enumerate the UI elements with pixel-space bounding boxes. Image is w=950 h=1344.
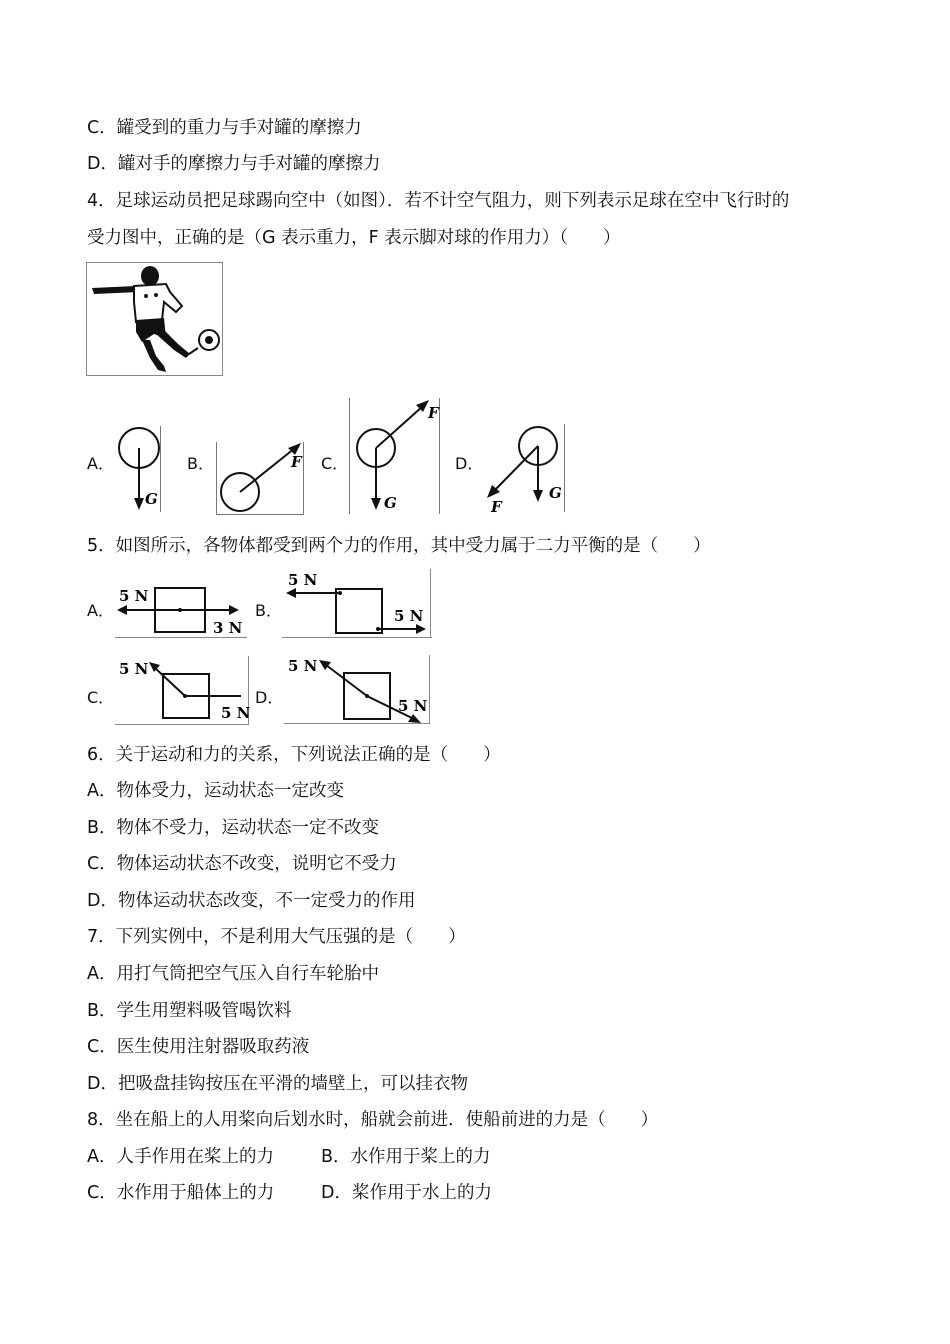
q5-a-left-force: 5 N: [119, 587, 149, 605]
q5-option-a-diagram: [115, 583, 247, 639]
q5-option-c-label: C．: [87, 688, 115, 707]
q7-stem: 7．下列实例中，不是利用大气压强的是（ ）: [87, 927, 466, 947]
q4-a-g-label: G: [145, 490, 158, 508]
q5-d-right-force: 5 N: [398, 697, 428, 715]
q5-option-d-label: D．: [255, 688, 284, 707]
q5-option-a-label: A．: [87, 601, 114, 620]
q8-option-c: C．水作用于船体上的力: [87, 1183, 275, 1203]
q6-option-c: C．物体运动状态不改变，说明它不受力: [87, 854, 397, 874]
q5-option-d-diagram: [284, 655, 432, 725]
q5-option-c-diagram: [115, 656, 251, 726]
q4-d-f-label: F: [491, 498, 502, 514]
q5-option-b-label: B．: [255, 601, 282, 620]
q6-option-b: B．物体不受力，运动状态一定不改变: [87, 818, 380, 838]
q5-c-right-force: 5 N: [221, 704, 251, 722]
q4-option-d-diagram: [483, 422, 567, 514]
q7-option-a: A．用打气筒把空气压入自行车轮胎中: [87, 964, 379, 984]
q8-option-b: B．水作用于桨上的力: [321, 1147, 491, 1167]
q5-b-left-force: 5 N: [288, 571, 318, 589]
q8-stem: 8．坐在船上的人用桨向后划水时，船就会前进．使船前进的力是（ ）: [87, 1110, 659, 1130]
q4-option-b-label: B．: [187, 454, 214, 473]
soccer-player-image: [86, 262, 224, 377]
q7-option-d: D．把吸盘挂钩按压在平滑的墙壁上，可以挂衣物: [87, 1074, 468, 1094]
q3-option-d: D．罐对手的摩擦力与手对罐的摩擦力: [87, 154, 381, 174]
q8-option-a: A．人手作用在桨上的力: [87, 1147, 274, 1167]
q5-option-b-diagram: [282, 569, 434, 639]
q5-c-left-force: 5 N: [119, 660, 149, 678]
q4-c-g-label: G: [384, 494, 397, 512]
q5-b-right-force: 5 N: [394, 607, 424, 625]
q4-option-b-diagram: [215, 440, 305, 516]
q5-a-right-force: 3 N: [213, 619, 243, 637]
q4-option-c-label: C．: [321, 454, 349, 473]
q7-option-c: C．医生使用注射器吸取药液: [87, 1037, 310, 1057]
q4-stem-line1: 4．足球运动员把足球踢向空中（如图）．若不计空气阻力，则下列表示足球在空中飞行时的: [87, 191, 790, 211]
q6-option-a: A．物体受力，运动状态一定改变: [87, 781, 344, 801]
q4-stem-line2: 受力图中，正确的是（G 表示重力，F 表示脚对球的作用力）（ ）: [87, 228, 621, 248]
q4-b-f-label: F: [291, 453, 302, 471]
q6-option-d: D．物体运动状态改变，不一定受力的作用: [87, 891, 416, 911]
q4-option-c-diagram: [348, 396, 442, 516]
q4-d-g-label: G: [549, 484, 562, 502]
q6-stem: 6．关于运动和力的关系，下列说法正确的是（ ）: [87, 745, 501, 765]
q4-option-d-label: D．: [455, 454, 484, 473]
q8-option-d: D．桨作用于水上的力: [321, 1183, 492, 1203]
q4-option-a-diagram: [112, 424, 162, 514]
q5-stem: 5．如图所示，各物体都受到两个力的作用，其中受力属于二力平衡的是（ ）: [87, 536, 711, 556]
q4-c-f-label: F: [428, 404, 439, 422]
q7-option-b: B．学生用塑料吸管喝饮料: [87, 1001, 292, 1021]
q3-option-c: C．罐受到的重力与手对罐的摩擦力: [87, 118, 362, 138]
q5-d-left-force: 5 N: [288, 657, 318, 675]
q4-option-a-label: A．: [87, 454, 114, 473]
